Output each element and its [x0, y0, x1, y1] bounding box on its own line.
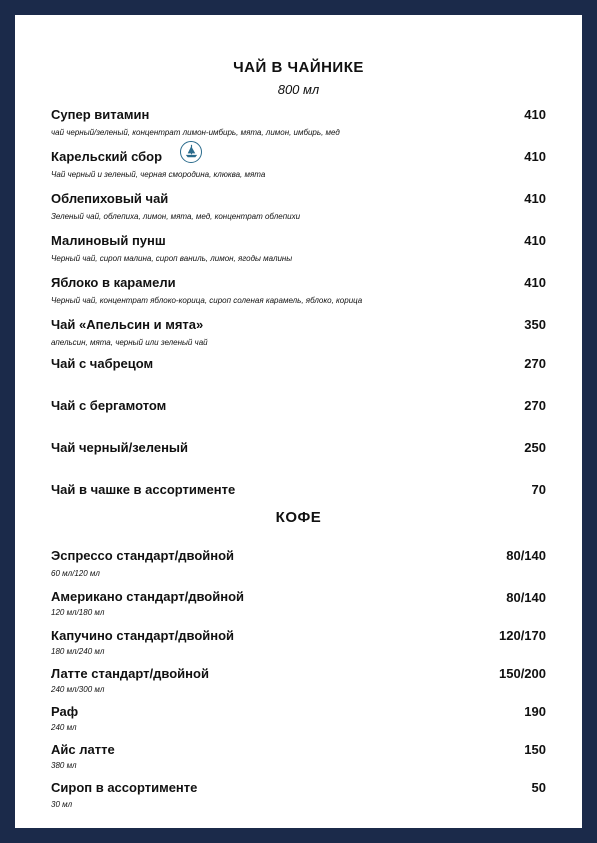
tea-item-desc: Черный чай, сироп малина, сироп ваниль, лимон, ягоды малины [51, 254, 293, 263]
coffee-item-name: Раф [51, 704, 79, 719]
tea-item-desc: Черный чай, концентрат яблоко-корица, сироп соленая карамель, яблоко, корица [51, 296, 363, 305]
tea-item-price: 410 [524, 233, 546, 248]
tea-item-price: 410 [524, 149, 546, 164]
coffee-section-title: КОФЕ [275, 509, 322, 526]
tea-item-price: 410 [524, 107, 546, 122]
tea-item-price: 410 [524, 191, 546, 206]
coffee-item-desc: 120 мл/180 мл [51, 608, 105, 617]
tea-section-title: ЧАЙ В ЧАЙНИКЕ [233, 59, 364, 76]
coffee-item-desc: 240 мл/300 мл [51, 685, 105, 694]
coffee-item-price: 150 [524, 742, 546, 757]
tea-item-name: Чай с бергамотом [51, 398, 167, 413]
coffee-item-price: 80/140 [506, 548, 546, 563]
coffee-item-desc: 240 мл [51, 723, 77, 732]
tea-item-name: Малиновый пунш [51, 233, 166, 248]
coffee-item-price: 190 [524, 704, 546, 719]
tea-item-name: Яблоко в карамели [51, 275, 176, 290]
tea-item-name: Супер витамин [51, 107, 150, 122]
coffee-item-price: 150/200 [499, 666, 546, 681]
coffee-item-price: 80/140 [506, 590, 546, 605]
tea-item-name: Чай черный/зеленый [51, 440, 189, 455]
tea-section-subtitle: 800 мл [277, 82, 320, 97]
tea-item-name: Карельский сбор [51, 149, 163, 164]
coffee-item-name: Айс латте [51, 742, 115, 757]
tea-item-name: Чай в чашке в ассортименте [51, 482, 236, 497]
coffee-item-name: Американо стандарт/двойной [51, 589, 245, 604]
coffee-item-price: 50 [531, 780, 546, 795]
menu-page [15, 15, 582, 828]
tea-item-desc: Зеленый чай, облепиха, лимон, мята, мед, концентрат облепихи [51, 212, 301, 221]
coffee-item-desc: 30 мл [51, 800, 73, 809]
tea-item-desc: апельсин, мята, черный или зеленый чай [51, 338, 208, 347]
sailing-ship-icon [180, 141, 202, 163]
coffee-item-desc: 180 мл/240 мл [51, 647, 105, 656]
tea-item-desc: чай черный/зеленый, концентрат лимон-имбирь, мята, лимон, имбирь, мед [51, 128, 340, 137]
coffee-item-desc: 380 мл [51, 761, 77, 770]
tea-item-name: Облепиховый чай [51, 191, 169, 206]
coffee-item-desc: 60 мл/120 мл [51, 569, 100, 578]
tea-item-name: Чай «Апельсин и мята» [51, 317, 204, 332]
coffee-item-name: Сироп в ассортименте [51, 780, 198, 795]
tea-item-price: 250 [524, 440, 546, 455]
tea-item-name: Чай с чабрецом [51, 356, 154, 371]
tea-item-price: 270 [524, 398, 546, 413]
coffee-item-name: Эспрессо стандарт/двойной [51, 548, 235, 563]
tea-item-price: 270 [524, 356, 546, 371]
coffee-item-name: Капучино стандарт/двойной [51, 628, 235, 643]
tea-item-price: 410 [524, 275, 546, 290]
tea-item-desc: Чай черный и зеленый, черная смородина, клюква, мята [51, 170, 266, 179]
tea-item-price: 70 [531, 482, 546, 497]
tea-item-price: 350 [524, 317, 546, 332]
coffee-item-name: Латте стандарт/двойной [51, 666, 209, 681]
coffee-item-price: 120/170 [499, 628, 546, 643]
